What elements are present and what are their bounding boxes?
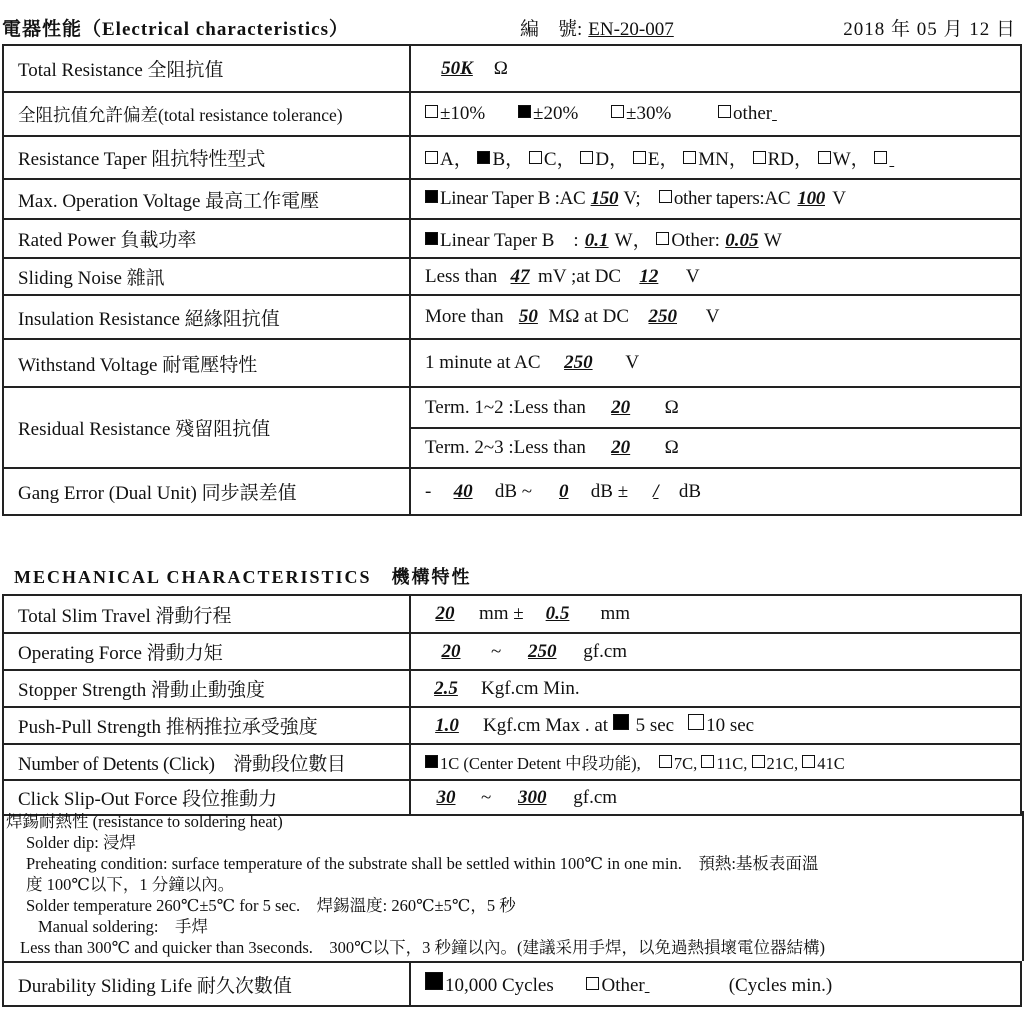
- row-value: [410, 219, 1021, 258]
- text: 5 sec: [635, 715, 675, 736]
- option-label: W，: [832, 149, 870, 170]
- row-label: Rated Power 負載功率: [3, 219, 410, 258]
- option-label: C，: [543, 149, 576, 170]
- text: V: [685, 265, 700, 287]
- document-header: [0, 0, 1024, 44]
- table-row: [3, 595, 1021, 633]
- option-label: D，: [595, 149, 629, 170]
- checkbox-10sec[interactable]: [688, 714, 704, 730]
- ohm-unit: Ω: [664, 437, 679, 458]
- option-label: RD，: [767, 149, 813, 170]
- table-row: [3, 633, 1021, 670]
- section-title-mechanical: MECHANICAL CHARACTERISTICS 機構特性: [14, 567, 472, 587]
- solder-heading: 焊錫耐熱性 (resistance to soldering heat): [6, 812, 283, 831]
- text: -: [425, 480, 432, 502]
- text: 1 minute at AC: [425, 352, 541, 373]
- text: Term. 2~3 :Less than: [425, 437, 586, 458]
- text: Kgf.cm Max . at: [483, 715, 609, 736]
- row-label: Operating Force 滑動力矩: [3, 633, 410, 670]
- document-number: [520, 14, 682, 41]
- option-label: Other: [601, 974, 645, 996]
- table-row: [3, 136, 1021, 179]
- table-row: [3, 387, 1021, 428]
- text: W: [763, 230, 782, 251]
- value-12: 12: [639, 265, 659, 287]
- value-20: 20: [611, 396, 631, 418]
- checkbox-taper-d[interactable]: [580, 151, 593, 164]
- value-250: 250: [528, 640, 557, 662]
- value-47: 47: [510, 265, 530, 287]
- text: V: [705, 306, 720, 327]
- checkbox-10[interactable]: [425, 105, 438, 118]
- value-20: 20: [435, 603, 455, 624]
- solder-line: Preheating condition: surface temperature of the substrate shall be settled within 100℃ in one min. 預熱:基板表面溫: [26, 854, 819, 873]
- solder-line: Solder dip: 浸焊: [26, 833, 136, 852]
- table-row: [3, 219, 1021, 258]
- checkbox-taper-w[interactable]: [818, 151, 831, 164]
- value-50: 50: [518, 306, 538, 327]
- row-label: Total Slim Travel 滑動行程: [3, 595, 410, 633]
- document-date: 2018 年 05 月 12 日: [843, 19, 1016, 40]
- row-label: Max. Operation Voltage 最高工作電壓: [3, 179, 410, 219]
- checkbox-41c[interactable]: [802, 755, 815, 768]
- total-resistance-value: 50K: [441, 57, 473, 79]
- row-label: Residual Resistance 殘留阻抗值: [3, 387, 410, 468]
- value-250: 250: [564, 352, 593, 373]
- row-value: [410, 428, 1021, 468]
- option-label: B，: [492, 149, 525, 170]
- checkbox-7c[interactable]: [659, 755, 672, 768]
- option-label: 21C,: [766, 754, 799, 773]
- checkbox-10000-checked[interactable]: [425, 972, 443, 990]
- row-label: Stopper Strength 滑動止動強度: [3, 670, 410, 707]
- solder-line: Solder temperature 260℃±5℃ for 5 sec. 焊錫溫度: 260℃±5℃，5 秒: [26, 896, 516, 915]
- table-row: [3, 339, 1021, 387]
- row-value: [410, 339, 1021, 387]
- blank-line: [772, 103, 818, 125]
- ohm-unit: Ω: [493, 57, 508, 79]
- table-row: [3, 670, 1021, 707]
- row-value: [410, 744, 1021, 780]
- text: mm ±: [479, 603, 524, 624]
- mechanical-table: [2, 594, 1022, 816]
- table-row: [3, 468, 1021, 515]
- electrical-table: [2, 44, 1022, 516]
- option-label: MN，: [698, 149, 748, 170]
- table-row: [3, 45, 1021, 92]
- section-title-electrical: 電器性能（Electrical characteristics）: [2, 19, 349, 40]
- checkbox-linear-b-checked[interactable]: [425, 190, 438, 203]
- row-label: Number of Detents (Click) 滑動段位數目: [3, 744, 410, 780]
- row-value: [410, 45, 1021, 92]
- row-label: Push-Pull Strength 推柄推拉承受強度: [3, 707, 410, 744]
- value-300: 300: [518, 786, 547, 808]
- option-label: 10,000 Cycles: [445, 974, 554, 996]
- table-row: [3, 92, 1021, 136]
- row-value: [410, 595, 1021, 633]
- option-label: ±30%: [626, 103, 672, 124]
- row-label: Durability Sliding Life 耐久次數值: [3, 962, 410, 1006]
- table-row: [3, 179, 1021, 219]
- solder-line: 度 100℃以下，1 分鐘以內。: [26, 875, 235, 894]
- row-value: [410, 962, 1021, 1006]
- table-row: [3, 707, 1021, 744]
- checkbox-21c[interactable]: [752, 755, 765, 768]
- text: gf.cm: [583, 640, 628, 662]
- row-label: Click Slip-Out Force 段位推動力: [3, 780, 410, 815]
- checkbox-other-tapers[interactable]: [659, 190, 672, 203]
- row-label: Gang Error (Dual Unit) 同步誤差值: [3, 468, 410, 515]
- checkbox-30[interactable]: [611, 105, 624, 118]
- value-40: 40: [453, 480, 473, 502]
- option-label: 11C,: [716, 754, 748, 773]
- value-0-1: 0.1: [584, 230, 609, 251]
- blank-line: [889, 149, 933, 171]
- text: Linear Taper B :: [440, 230, 579, 251]
- row-value: [410, 179, 1021, 219]
- value-slash: /: [653, 480, 659, 502]
- text: MΩ at DC: [548, 306, 629, 327]
- option-label: A，: [440, 149, 473, 170]
- row-value: [410, 670, 1021, 707]
- checkbox-linear-b-checked[interactable]: [425, 232, 438, 245]
- text: Kgf.cm Min.: [481, 677, 580, 699]
- checkbox-taper-rd[interactable]: [753, 151, 766, 164]
- text: ~: [481, 786, 492, 808]
- text: other tapers:AC: [673, 188, 791, 209]
- checkbox-5sec-checked[interactable]: [613, 714, 629, 730]
- text: W，: [614, 230, 652, 251]
- row-value: [410, 92, 1021, 136]
- text: Other:: [671, 230, 720, 251]
- text: V: [832, 188, 846, 209]
- option-label: 7C,: [673, 754, 698, 773]
- table-row: [3, 258, 1021, 295]
- checkbox-other-cycles[interactable]: [586, 977, 599, 990]
- text: 10 sec: [706, 715, 755, 736]
- text: ~: [491, 640, 502, 662]
- row-value: [410, 258, 1021, 295]
- text: (Cycles min.): [728, 974, 833, 996]
- checkbox-taper-a[interactable]: [425, 151, 438, 164]
- soldering-notes: [2, 811, 1024, 961]
- text: Term. 1~2 :Less than: [425, 396, 586, 418]
- row-value: [410, 136, 1021, 179]
- text: Linear Taper B :AC: [440, 188, 586, 209]
- value-2-5: 2.5: [434, 677, 458, 699]
- text: dB: [678, 480, 702, 502]
- value-0-05: 0.05: [725, 230, 759, 251]
- text: mm: [600, 603, 631, 624]
- value-20: 20: [441, 640, 461, 662]
- option-label: E，: [647, 149, 679, 170]
- value-0: 0: [559, 480, 569, 502]
- option-label: ±20%: [533, 103, 579, 124]
- checkbox-other-power[interactable]: [656, 232, 669, 245]
- table-row: [3, 744, 1021, 780]
- option-label: ±10%: [440, 103, 486, 124]
- text: V;: [623, 188, 641, 209]
- text: dB ~: [494, 480, 533, 502]
- row-label: Total Resistance 全阻抗值: [3, 45, 410, 92]
- value-100: 100: [797, 188, 825, 209]
- durability-table: [2, 961, 1022, 1007]
- row-label: Withstand Voltage 耐電壓特性: [3, 339, 410, 387]
- value-150: 150: [590, 188, 619, 209]
- checkbox-taper-other[interactable]: [874, 151, 887, 164]
- value-1-0: 1.0: [435, 715, 459, 736]
- text: mV ;at DC: [538, 265, 622, 287]
- row-label: Insulation Resistance 絕緣阻抗值: [3, 295, 410, 339]
- option-label: other: [733, 103, 773, 124]
- value-250: 250: [648, 306, 677, 327]
- table-row: [3, 780, 1021, 815]
- row-value: [410, 387, 1021, 428]
- table-row: [3, 295, 1021, 339]
- option-label: 1C (Center Detent 中段功能),: [440, 754, 641, 773]
- docno-value: EN-20-007: [588, 19, 674, 40]
- checkbox-taper-e[interactable]: [633, 151, 646, 164]
- row-value: [410, 780, 1021, 815]
- text: More than: [425, 306, 504, 327]
- blank-line: [645, 975, 715, 997]
- text: Less than: [425, 265, 498, 287]
- row-value: [410, 295, 1021, 339]
- row-label: Sliding Noise 雜訊: [3, 258, 410, 295]
- checkbox-20-checked[interactable]: [518, 105, 531, 118]
- checkbox-1c-checked[interactable]: [425, 755, 438, 768]
- table-row: [3, 962, 1021, 1006]
- checkbox-taper-c[interactable]: [529, 151, 542, 164]
- solder-line: Manual soldering: 手焊: [38, 917, 209, 936]
- text: dB ±: [590, 480, 629, 502]
- checkbox-other[interactable]: [718, 105, 731, 118]
- text: gf.cm: [573, 786, 618, 808]
- value-30: 30: [436, 786, 456, 808]
- docno-label: 編 號:: [520, 19, 583, 40]
- checkbox-taper-mn[interactable]: [683, 151, 696, 164]
- checkbox-11c[interactable]: [701, 755, 714, 768]
- checkbox-taper-b-checked[interactable]: [477, 151, 490, 164]
- solder-line: Less than 300℃ and quicker than 3seconds. 300℃以下，3 秒鐘以內。(建議采用手焊，以免過熱損壞電位器結構): [20, 938, 826, 957]
- ohm-unit: Ω: [664, 396, 679, 418]
- value-20: 20: [611, 437, 631, 458]
- row-value: [410, 707, 1021, 744]
- option-label: 41C: [817, 754, 845, 773]
- row-value: [410, 468, 1021, 515]
- row-label: Resistance Taper 阻抗特性型式: [3, 136, 410, 179]
- value-0-5: 0.5: [545, 603, 570, 624]
- row-label: 全阻抗值允許偏差(total resistance tolerance): [3, 92, 410, 136]
- row-value: [410, 633, 1021, 670]
- text: V: [625, 352, 640, 373]
